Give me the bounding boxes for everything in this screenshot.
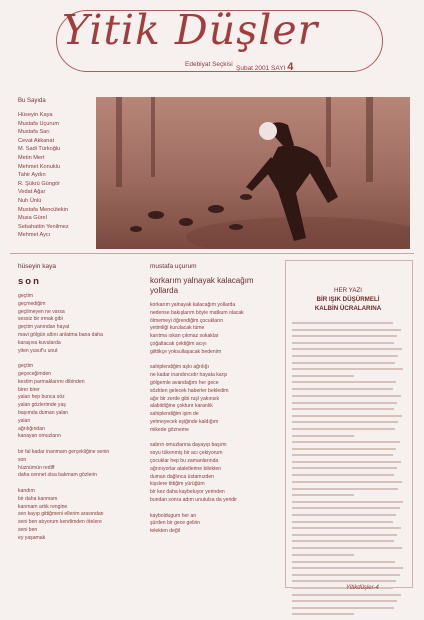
illegible-text-line: [292, 574, 400, 576]
text-line: bir fal kadar inanmam gerçekliğine senin: [18, 448, 110, 455]
text-line: kişslere tittiğim yürüğüm: [150, 481, 205, 488]
text-line: Vedat Ağar: [18, 189, 46, 196]
illegible-text-line: [292, 488, 398, 490]
illegible-text-line: [292, 408, 394, 410]
text-line: ağır bir zerde gibi ruşl yakınsık: [150, 395, 220, 402]
illegible-text-line: [292, 467, 397, 469]
text-line: ağrınıyorlar ataletlerine bilekten: [150, 465, 222, 472]
illegible-text-line: [292, 375, 354, 377]
illegible-text-line: [292, 554, 354, 556]
section-divider: [10, 253, 414, 254]
text-line: kanmam artık rengine: [18, 503, 68, 510]
text-line: ne kadar inandırıcıdır hayata karşı: [150, 372, 228, 379]
text-line: yalan gözlerimde yaş: [18, 402, 66, 409]
illegible-text-line: [292, 481, 402, 483]
text-line: Nuh Ünlü: [18, 197, 42, 204]
text-line: yiten yusuf'u unut: [18, 347, 58, 354]
poem-column-1: [18, 263, 138, 543]
text-line: geçtim: [18, 363, 34, 370]
illegible-text-line: [292, 454, 393, 456]
illegible-text-line: [292, 534, 397, 536]
text-line: şürden bir gece gelirin: [150, 520, 201, 527]
illegible-text-line: [292, 335, 397, 337]
text-line: son: [18, 456, 27, 463]
illegible-text-line: [292, 607, 394, 609]
text-line: başımda duman yalan: [18, 409, 69, 416]
text-line: korkarım yalnayak kalacağım yollarda: [150, 302, 236, 308]
text-line: karaşıva kuvularda: [18, 339, 61, 346]
poem-column-2: [150, 263, 275, 536]
text-line: bir daha kanmam: [18, 495, 58, 502]
text-line: çocuklar hep bu zamanlarında: [150, 457, 219, 464]
text-line: seni ben atıyorum kendimden ötelere: [18, 519, 102, 526]
illegible-text-line: [292, 448, 396, 450]
text-line: hüznümün rediff: [18, 464, 55, 471]
toc-list: [18, 111, 69, 240]
text-line: nedense bakışlarım böyle matkum olacak: [150, 309, 244, 316]
illegible-text-line: [292, 514, 396, 516]
illegible-text-line: [292, 402, 397, 404]
illegible-text-line: [292, 388, 393, 390]
text-line: yalan: [18, 417, 31, 424]
text-line: daha cennet olsa bakmam gözlerin: [18, 472, 98, 479]
illegible-text-line: [292, 362, 395, 364]
illegible-text-line: [292, 435, 354, 437]
illegible-text-line: [292, 355, 398, 357]
text-line: seni ben: [18, 526, 38, 533]
illegible-text-line: [292, 428, 395, 430]
text-line: kayboldugum her an: [150, 512, 197, 519]
text-line: Mustafa Sarı: [18, 129, 50, 136]
illegible-text-line: [292, 322, 393, 324]
illegible-text-line: [292, 329, 401, 331]
text-line: Mehmet Konuklu: [18, 163, 60, 170]
text-line: ağrılığından: [18, 425, 45, 432]
text-line: ölmemeyi öğrendiğim çocukların: [150, 317, 224, 324]
text-line: Mehmet Aycı: [18, 232, 51, 239]
text-line: karıtma ıskan çıkmaz sokaklar: [150, 333, 219, 340]
text-line: ey yaşamak: [18, 534, 46, 541]
illegible-text-line: [292, 501, 403, 503]
illegible-text-line: [292, 594, 401, 596]
text-line: yetmeyecek eşiğinde kaldığım: [150, 418, 219, 425]
text-line: çoğaltacak çektiğim acıyı: [150, 340, 207, 347]
illegible-text-line: [292, 441, 400, 443]
text-line: sabrın omuzlarına dayayıp başımı: [150, 442, 227, 449]
text-line: Metin Mert: [18, 154, 45, 161]
text-line: sözkten gelecek haberler bekledim: [150, 387, 229, 394]
heading-line: HER YAZI: [334, 287, 362, 294]
poem-author: mustafa uçurum: [150, 263, 197, 270]
magazine-subtitle: Edebiyat Seçkisi: [185, 61, 233, 68]
text-line: geçtim yanından hayat: [18, 324, 70, 331]
text-line: yetimliği kurulacak tüme: [150, 325, 205, 332]
text-line: soyu tükenmiş bir acı çekiyorum: [150, 450, 223, 457]
text-line: [18, 480, 138, 488]
text-line: sen kayıp gittiğmeni ellerim arasından: [18, 511, 104, 518]
text-line: Cevat Akkanat: [18, 137, 55, 144]
illegible-text-line: [292, 561, 395, 563]
editorial-text-block: [292, 322, 404, 620]
text-line: geçtim: [18, 293, 34, 299]
man-feeding-pigeons-photo: [96, 97, 410, 249]
text-line: geçeceğimden: [18, 370, 52, 377]
poem-lines: [150, 302, 275, 536]
heading-line: BİR IŞIK DÜŞÜRMELİ: [316, 296, 380, 303]
text-line: Musa Gürel: [18, 215, 47, 222]
illegible-text-line: [292, 368, 403, 370]
illegible-text-line: [292, 521, 393, 523]
illegible-text-line: [292, 348, 402, 350]
illegible-text-line: [292, 494, 354, 496]
illegible-text-line: [292, 613, 354, 615]
illegible-text-line: [292, 421, 398, 423]
illegible-text-line: [292, 580, 396, 582]
text-line: birer birer: [18, 386, 40, 393]
text-line: R. Şükrü Güngör: [18, 180, 60, 187]
poem-lines: [18, 293, 138, 543]
text-line: telekten değil: [150, 528, 181, 535]
issue-info: [236, 61, 293, 73]
text-line: M. Sadi Türkoğlu: [18, 146, 61, 153]
text-line: geçmediğim: [18, 300, 46, 307]
toc-heading: Bu Sayıda: [18, 98, 46, 104]
text-line: [150, 435, 275, 443]
page-footer: Yitikdüşler-4: [346, 585, 379, 591]
magazine-title: Yitik Düşler: [62, 6, 319, 54]
illegible-text-line: [292, 395, 401, 397]
text-line: kandım: [18, 487, 35, 494]
editorial-heading: [285, 286, 411, 313]
text-line: alabildiğine çoktunr karanlık: [150, 403, 213, 410]
text-line: giittikçe yoksullaşacak bedenim: [150, 348, 222, 355]
text-line: sahiplendiğim aşkı ağrılığı: [150, 364, 209, 371]
text-line: [18, 355, 138, 363]
text-line: bir kez daha kaybeluyor yerinden: [150, 489, 225, 496]
illegible-text-line: [292, 540, 394, 542]
issue-number: 4: [287, 61, 294, 73]
text-line: yalan hep bunca söz: [18, 394, 65, 401]
illegible-text-line: [292, 381, 396, 383]
text-line: duman dağlınca üstamızden: [150, 473, 214, 480]
illegible-text-line: [292, 342, 394, 344]
text-line: sahiplendiğim işim de: [150, 411, 199, 418]
poem-title: son: [18, 276, 41, 287]
text-line: mavi gölgün altını anlatma bana daha: [18, 331, 103, 338]
text-line: Mustafa Uçurum: [18, 120, 60, 127]
illegible-text-line: [292, 507, 400, 509]
illegible-text-line: [292, 527, 401, 529]
illegible-text-line: [292, 567, 403, 569]
text-line: [18, 441, 138, 449]
poem-author: hüseyin kaya: [18, 263, 56, 270]
text-line: kestim parmaklarımı dibinden: [18, 378, 85, 385]
heading-line: KALBİN ÜCRALARINA: [314, 305, 382, 312]
text-line: Tahir Aydın: [18, 172, 46, 179]
text-line: kanayan omuzların: [18, 433, 62, 440]
text-line: [150, 505, 275, 513]
text-line: sessiz bir ırmak gibi: [18, 316, 63, 323]
illegible-text-line: [292, 547, 402, 549]
illegible-text-line: [292, 474, 394, 476]
text-line: gölgemle avandağım her gece: [150, 379, 219, 386]
illegible-text-line: [292, 461, 401, 463]
text-line: Sebahattin Yenilmez: [18, 223, 69, 230]
text-line: bundan sonra adım unutulsa da yeridir: [150, 496, 237, 503]
text-line: Mustafa Mencütekin: [18, 206, 69, 213]
illegible-text-line: [292, 600, 397, 602]
text-line: [150, 357, 275, 365]
poem-title: korkarım yalnayak kalacağım yollarda: [150, 276, 254, 295]
illegible-text-line: [292, 415, 402, 417]
issue-date: Şubat 2001 SAYI: [236, 65, 286, 72]
text-line: Hüseyin Kaya: [18, 112, 53, 118]
text-line: mikede gözneme: [150, 426, 189, 433]
text-line: geçilmeyen ne varsa: [18, 308, 65, 315]
